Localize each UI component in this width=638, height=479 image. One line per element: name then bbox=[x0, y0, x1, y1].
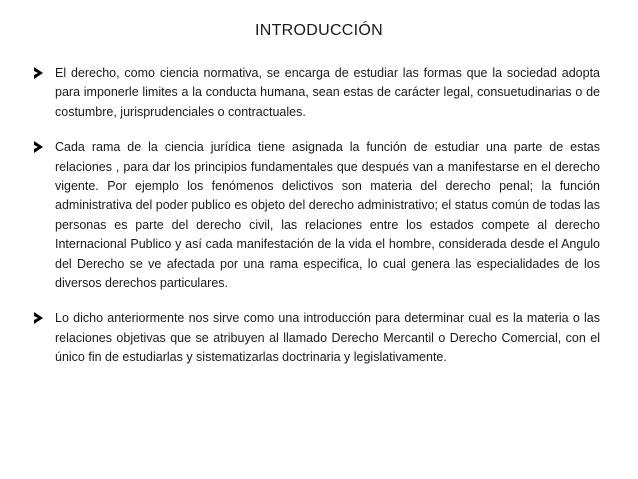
bullet-item-3 bbox=[34, 309, 600, 367]
bullet-item-1 bbox=[34, 64, 600, 122]
bullet-text: Cada rama de la ciencia jurídica tiene asignada la función de estudiar una parte de estas relaciones , para dar los principios fundamentales que después van a manifestarse en el derecho vigente. Por ejemplo los fenómenos delictivos son materia del derecho penal; la función administrativa del poder publico es objeto del derecho administrativo; el status común de todas las personas es parte del derecho civil, las relaciones entre los estados compete al derecho Internacional Publico y así cada manifestación de la vida el hombre, considerada desde el Angulo del Derecho se ve afectada por una rama especifica, lo cual genera las especialidades de los diversos derechos particulares. bbox=[55, 140, 600, 291]
bullet-text: Lo dicho anteriormente nos sirve como una introducción para determinar cual es la materia o las relaciones objetivas que se atribuyen al llamado Derecho Mercantil o Derecho Comercial, con el único fin de estudiarlas y sistematizarlas doctrinaria y legislativamente. bbox=[55, 311, 600, 365]
slide-title: INTRODUCCIÓN bbox=[254, 22, 384, 39]
arrow-bullet-icon bbox=[34, 67, 43, 79]
bullet-list bbox=[34, 64, 600, 384]
arrow-bullet-icon bbox=[34, 141, 43, 153]
bullet-text: El derecho, como ciencia normativa, se encarga de estudiar las formas que la sociedad adopta para imponerle limites a la conducta humana, sean estas de carácter legal, consuetudinarias o de costumbre, jurisprudenciales o contractuales. bbox=[55, 66, 600, 119]
bullet-item-2 bbox=[34, 138, 600, 293]
arrow-bullet-icon bbox=[34, 312, 43, 324]
